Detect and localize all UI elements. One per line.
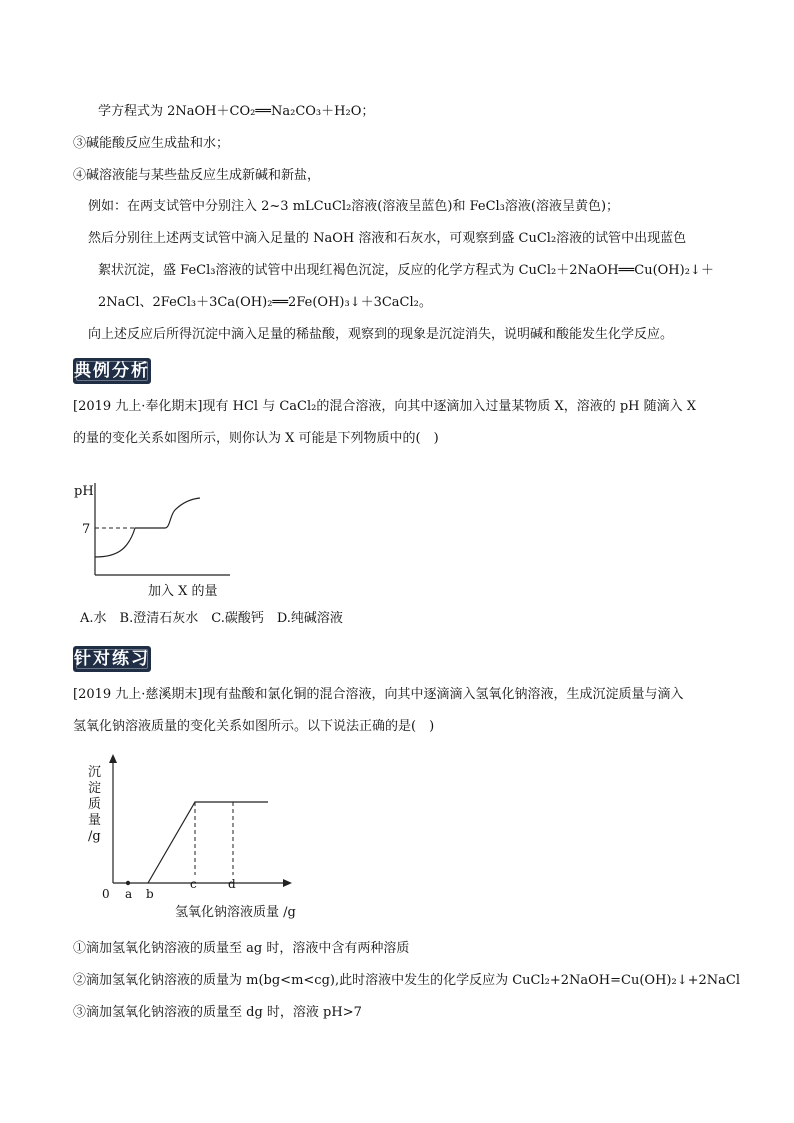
question-2-line-2: 氢氧化钠溶液质量的变化关系如图所示。以下说法正确的是( ): [73, 719, 435, 734]
statement-2: ②滴加氢氧化钠溶液的质量为 m(bg<m<cg),此时溶液中发生的化学反应为 CuCl₂+2NaOH=Cu(OH)₂↓+2NaCl: [73, 973, 740, 988]
ph-chart-y-label: pH: [74, 484, 94, 499]
note-line-1: 学方程式为 2NaOH＋CO₂══Na₂CO₃＋H₂O；: [98, 104, 375, 119]
precipitate-chart-tick-b: b: [146, 887, 154, 901]
ph-chart: [70, 475, 240, 605]
note-line-2: ③碱能酸反应生成盐和水；: [73, 136, 230, 151]
note-line-5: 然后分别往上述两支试管中滴入足量的 NaOH 溶液和石灰水，可观察到盛 CuCl₂溶液的试管中出现蓝色: [88, 231, 687, 246]
ph-chart-tick-7: 7: [82, 522, 91, 537]
precipitate-chart-y-char-4: 量: [88, 813, 102, 828]
precipitate-chart-origin: 0: [102, 887, 110, 901]
statement-1: ①滴加氢氧化钠溶液的质量至 ag 时，溶液中含有两种溶质: [73, 941, 410, 956]
question-1-line-2: 的量的变化关系如图所示，则你认为 X 可能是下列物质中的( ): [73, 431, 439, 446]
precipitate-chart-y-arrow: [109, 754, 117, 763]
precipitate-chart-y-char-2: 淀: [88, 781, 102, 796]
question-1-options: A.水 B.澄清石灰水 C.碳酸钙 D.纯碱溶液: [80, 611, 343, 626]
note-line-6: 絮状沉淀，盛 FeCl₃溶液的试管中出现红褐色沉淀，反应的化学方程式为 CuCl₂＋2NaOH══Cu(OH)₂↓＋: [98, 263, 714, 278]
precipitate-chart-tick-c: c: [190, 877, 197, 891]
targeted-practice-badge: 针对练习: [73, 646, 151, 672]
precipitate-chart-line: [148, 802, 268, 883]
precipitate-chart-point-a: [126, 881, 130, 885]
statement-3: ③滴加氢氧化钠溶液的质量至 dg 时，溶液 pH>7: [73, 1005, 362, 1020]
note-line-4: 例如：在两支试管中分别注入 2~3 mLCuCl₂溶液(溶液呈蓝色)和 FeCl₃溶液(溶液呈黄色)；: [88, 199, 620, 214]
question-2-line-1: [2019 九上·慈溪期末]现有盐酸和氯化铜的混合溶液，向其中逐滴滴入氢氧化钠溶液，生成沉淀质量与滴入: [73, 687, 684, 702]
precipitate-chart: [80, 750, 320, 925]
ph-chart-x-label: 加入 X 的量: [148, 584, 218, 599]
precipitate-chart-y-char-5: /g: [88, 829, 101, 844]
precipitate-chart-y-char-1: 沉: [88, 765, 102, 780]
precipitate-chart-x-label: 氢氧化钠溶液质量 /g: [175, 905, 296, 920]
precipitate-chart-tick-d: d: [228, 877, 236, 891]
precipitate-chart-x-arrow: [283, 879, 292, 887]
question-1-line-1: [2019 九上·奉化期末]现有 HCl 与 CaCl₂的混合溶液，向其中逐滴加入过量某物质 X，溶液的 pH 随滴入 X: [73, 399, 697, 414]
note-line-3: ④碱溶液能与某些盐反应生成新碱和新盐，: [73, 168, 321, 183]
note-line-7: 2NaCl、2FeCl₃＋3Ca(OH)₂══2Fe(OH)₃↓＋3CaCl₂。: [98, 295, 432, 310]
precipitate-chart-tick-a: a: [125, 887, 133, 901]
precipitate-chart-y-char-3: 质: [88, 797, 102, 812]
example-analysis-badge: 典例分析: [73, 358, 151, 384]
note-line-8: 向上述反应后所得沉淀中滴入足量的稀盐酸，观察到的现象是沉淀消失，说明碱和酸能发生化学反应。: [88, 327, 674, 342]
